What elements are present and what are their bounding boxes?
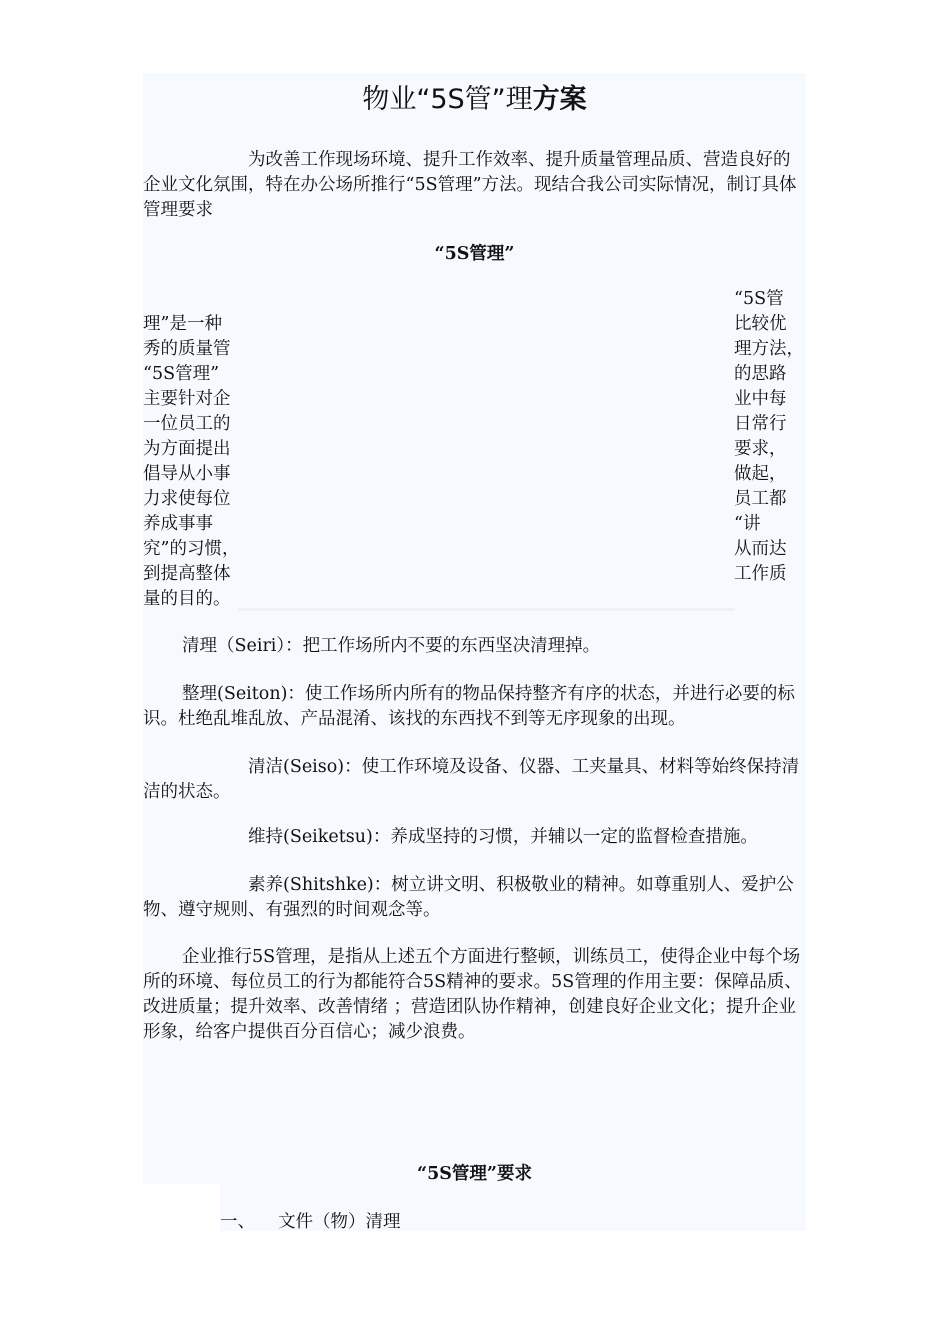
definition-right-line: 的思路 xyxy=(734,364,787,384)
list-item-text: 文件（物）清理 xyxy=(278,1212,401,1232)
seiri-paragraph: 清理（Seiri）：把工作场所内不要的东西坚决清理掉。 xyxy=(182,636,601,656)
definition-left-line: 一位员工的 xyxy=(143,414,231,434)
definition-left-column xyxy=(143,312,239,612)
definition-right-line: 做起， xyxy=(734,464,787,484)
seiso-paragraph: 清洁(Seiso)：使工作环境及设备、仪器、工夹量具、材料等始终保持清洁的状态。 xyxy=(143,757,800,802)
definition-right-line: 业中每 xyxy=(734,389,787,409)
definition-left-line: “5S管理” xyxy=(143,364,220,384)
definition-right-line: “5S管 xyxy=(734,289,784,309)
summary-paragraph: 企业推行5S管理，是指从上述五个方面进行整顿，训练员工，使得企业中每个场所的环境、每位员工的行为都能符合5S精神的要求。5S管理的作用主要：保障品质、改进质量；提升效率、改善情绪 ；营造团队协作精神，创建良好企业文化；提升企业形象，给客户提供百分百信心；减少浪费。 xyxy=(143,947,802,1042)
definition-right-line: 从而达 xyxy=(734,539,787,559)
list-item-number: 一、 xyxy=(220,1212,255,1232)
seiton-paragraph: 整理(Seiton)：使工作场所内所有的物品保持整齐有序的状态，并进行必要的标识。杜绝乱堆乱放、产品混淆、该找的东西找不到等无序现象的出现。 xyxy=(143,684,795,729)
section-heading-5s: “5S管理” xyxy=(434,244,515,264)
definition-left-line: 主要针对企 xyxy=(143,389,231,409)
definition-right-column xyxy=(734,287,804,587)
definition-right-line: 日常行 xyxy=(734,414,787,434)
definition-left-line: 理”是一种 xyxy=(143,314,222,334)
document-title xyxy=(143,80,806,120)
panel-notch xyxy=(143,1184,220,1234)
seiketsu-paragraph: 维持(Seiketsu)：养成坚持的习惯，并辅以一定的监督检查措施。 xyxy=(248,827,758,847)
list-item xyxy=(220,1210,401,1235)
section-heading-requirements: “5S管理”要求 xyxy=(417,1164,532,1184)
definition-right-line: 员工都 xyxy=(734,489,787,509)
title-bold: 方案 xyxy=(532,84,587,115)
definition-left-line: 量的目的。 xyxy=(143,589,231,609)
divider xyxy=(238,608,735,611)
definition-right-line: 理方法， xyxy=(734,339,804,359)
definition-right-line: 要求， xyxy=(734,439,787,459)
definition-left-line: 养成事事 xyxy=(143,514,213,534)
definition-left-line: 到提高整体 xyxy=(143,564,231,584)
definition-right-line: 比较优 xyxy=(734,314,787,334)
definition-right-line: 工作质 xyxy=(734,564,787,584)
definition-left-line: 为方面提出 xyxy=(143,439,231,459)
intro-paragraph: 为改善工作现场环境、提升工作效率、提升质量管理品质、营造良好的企业文化氛围，特在办公场所推行“5S管理”方法。现结合我公司实际情况，制订具体管理要求 xyxy=(143,150,797,220)
shitsuke-paragraph: 素养(Shitshke)：树立讲文明、积极敬业的精神。如尊重别人、爱护公物、遵守规则、有强烈的时间观念等。 xyxy=(143,875,794,920)
definition-left-line: 力求使每位 xyxy=(143,489,231,509)
definition-left-line: 倡导从小事 xyxy=(143,464,231,484)
definition-right-line: “讲 xyxy=(734,514,761,534)
title-regular: 物业“5S管”理 xyxy=(362,84,533,115)
definition-left-line: 究”的习惯， xyxy=(143,539,240,559)
definition-left-line: 秀的质量管 xyxy=(143,339,231,359)
